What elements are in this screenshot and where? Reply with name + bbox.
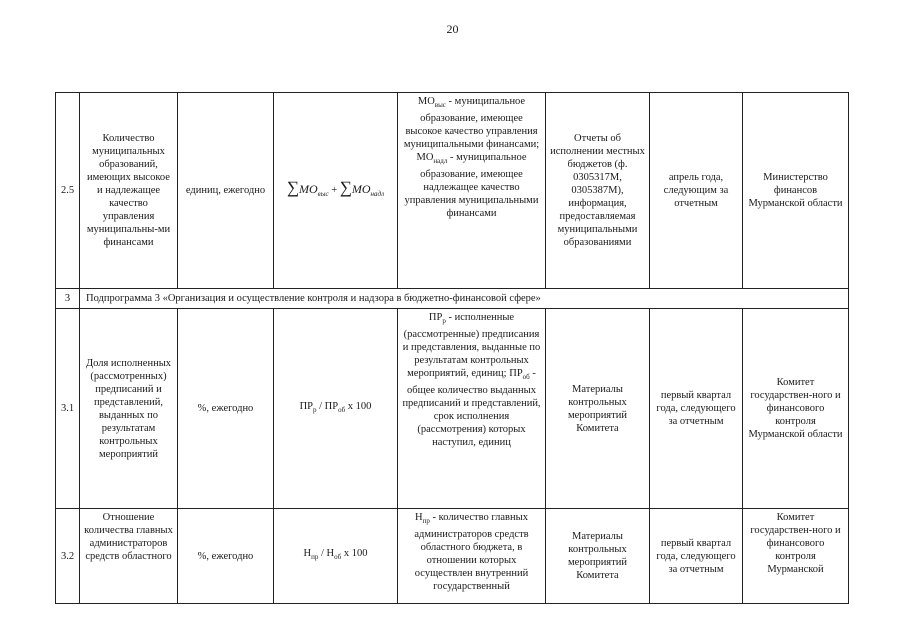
- source-cell: Отчеты об исполнении местных бюджетов (ф. 0305317М, 0305387М), информация, предоставляемая муниципальными образованиями: [546, 93, 650, 289]
- source-cell: Материалы контрольных мероприятий Комитета: [546, 309, 650, 509]
- subprogram-title: Подпрограмма 3 «Организация и осуществление контроля и надзора в бюджетно-финансовой сфере»: [80, 289, 849, 309]
- row-number: 3: [56, 289, 80, 309]
- unit-cell: %, ежегодно: [178, 309, 274, 509]
- period-cell: апрель года, следующим за отчетным: [650, 93, 743, 289]
- formula-plus: +: [331, 184, 338, 196]
- definition-cell: [398, 309, 546, 509]
- page-number: 20: [446, 22, 459, 36]
- def-subscript: р: [442, 317, 446, 326]
- responsible-cell: Министерство финансов Мурманской области: [743, 93, 849, 289]
- def-text: - общее количество выданных предписаний и представлений, срок исполнения (рассмотрения) которых наступил, единиц: [402, 368, 541, 449]
- formula-cell: [274, 93, 398, 289]
- def-subscript: надл: [433, 157, 448, 166]
- row-number: 3.1: [56, 309, 80, 509]
- unit-cell: единиц, ежегодно: [178, 93, 274, 289]
- formula-subscript: пр: [311, 553, 319, 562]
- indicator-name: Доля исполненных (рассмотренных) предписаний и представлений, выданных по результатам контрольных мероприятий: [80, 309, 178, 509]
- responsible-cell: Комитет государствен-ного и финансового контроля Мурманской: [743, 509, 849, 604]
- period-cell: первый квартал года, следующего за отчетным: [650, 309, 743, 509]
- indicator-name: Количество муниципальных образований, имеющих высокое и надлежащее качество управления муниципальны-ми финансами: [80, 93, 178, 289]
- def-subscript: пр: [422, 517, 430, 526]
- formula-tail: х 100: [345, 400, 372, 412]
- def-text: - исполненные (рассмотренные) предписания и представления, выданные по результатам контрольных мероприятий, единиц;: [402, 312, 541, 380]
- formula-term: ПР: [299, 400, 313, 412]
- def-term: Н: [415, 512, 423, 523]
- def-term: МО: [417, 96, 435, 107]
- formula-subscript: надл: [370, 189, 385, 198]
- def-subscript: об: [522, 373, 530, 382]
- sum-symbol: ∑: [286, 177, 299, 197]
- formula-subscript: об: [338, 406, 346, 415]
- def-term: МО: [416, 152, 434, 164]
- table-row: [56, 309, 849, 509]
- definition-cell: [398, 93, 546, 289]
- sum-symbol: ∑: [339, 177, 352, 197]
- indicators-table: [55, 92, 849, 604]
- formula-term: MO: [299, 181, 318, 196]
- formula-term: Н: [326, 548, 335, 560]
- formula-subscript: об: [334, 553, 342, 562]
- def-term: ПР: [509, 368, 523, 380]
- responsible-cell: Комитет государствен-ного и финансового контроля Мурманской области: [743, 309, 849, 509]
- period-cell: первый квартал года, следующего за отчетным: [650, 509, 743, 604]
- formula-subscript: р: [313, 406, 317, 415]
- def-text: - муниципальное образование, имеющее высокое качество управления муниципальными финансами;: [403, 96, 540, 151]
- unit-cell: %, ежегодно: [178, 509, 274, 604]
- row-number: 2.5: [56, 93, 80, 289]
- def-text: - количество главных администраторов средств областного бюджета, в отношении которых осуществлен внутренний государственный: [414, 512, 529, 593]
- formula-subscript: выс: [317, 189, 329, 198]
- formula-term: Н: [303, 548, 312, 560]
- row-number: 3.2: [56, 509, 80, 604]
- formula-term: ПР: [324, 400, 339, 412]
- table-row: [56, 93, 849, 289]
- formula-cell: [274, 509, 398, 604]
- formula-operator: /: [318, 548, 327, 560]
- formula-tail: х 100: [341, 548, 368, 560]
- table-row: [56, 289, 849, 309]
- formula-term: MO: [351, 181, 371, 196]
- indicator-name: Отношение количества главных администраторов средств областного: [80, 509, 178, 604]
- definition-cell: [398, 509, 546, 604]
- table-row: [56, 509, 849, 604]
- source-cell: Материалы контрольных мероприятий Комитета: [546, 509, 650, 604]
- formula-cell: [274, 309, 398, 509]
- formula-operator: /: [316, 400, 325, 412]
- def-subscript: выс: [434, 101, 446, 110]
- def-text: - муниципальное образование, имеющее надлежащее качество управления муниципальными финансами: [404, 152, 539, 220]
- def-term: ПР: [428, 312, 443, 323]
